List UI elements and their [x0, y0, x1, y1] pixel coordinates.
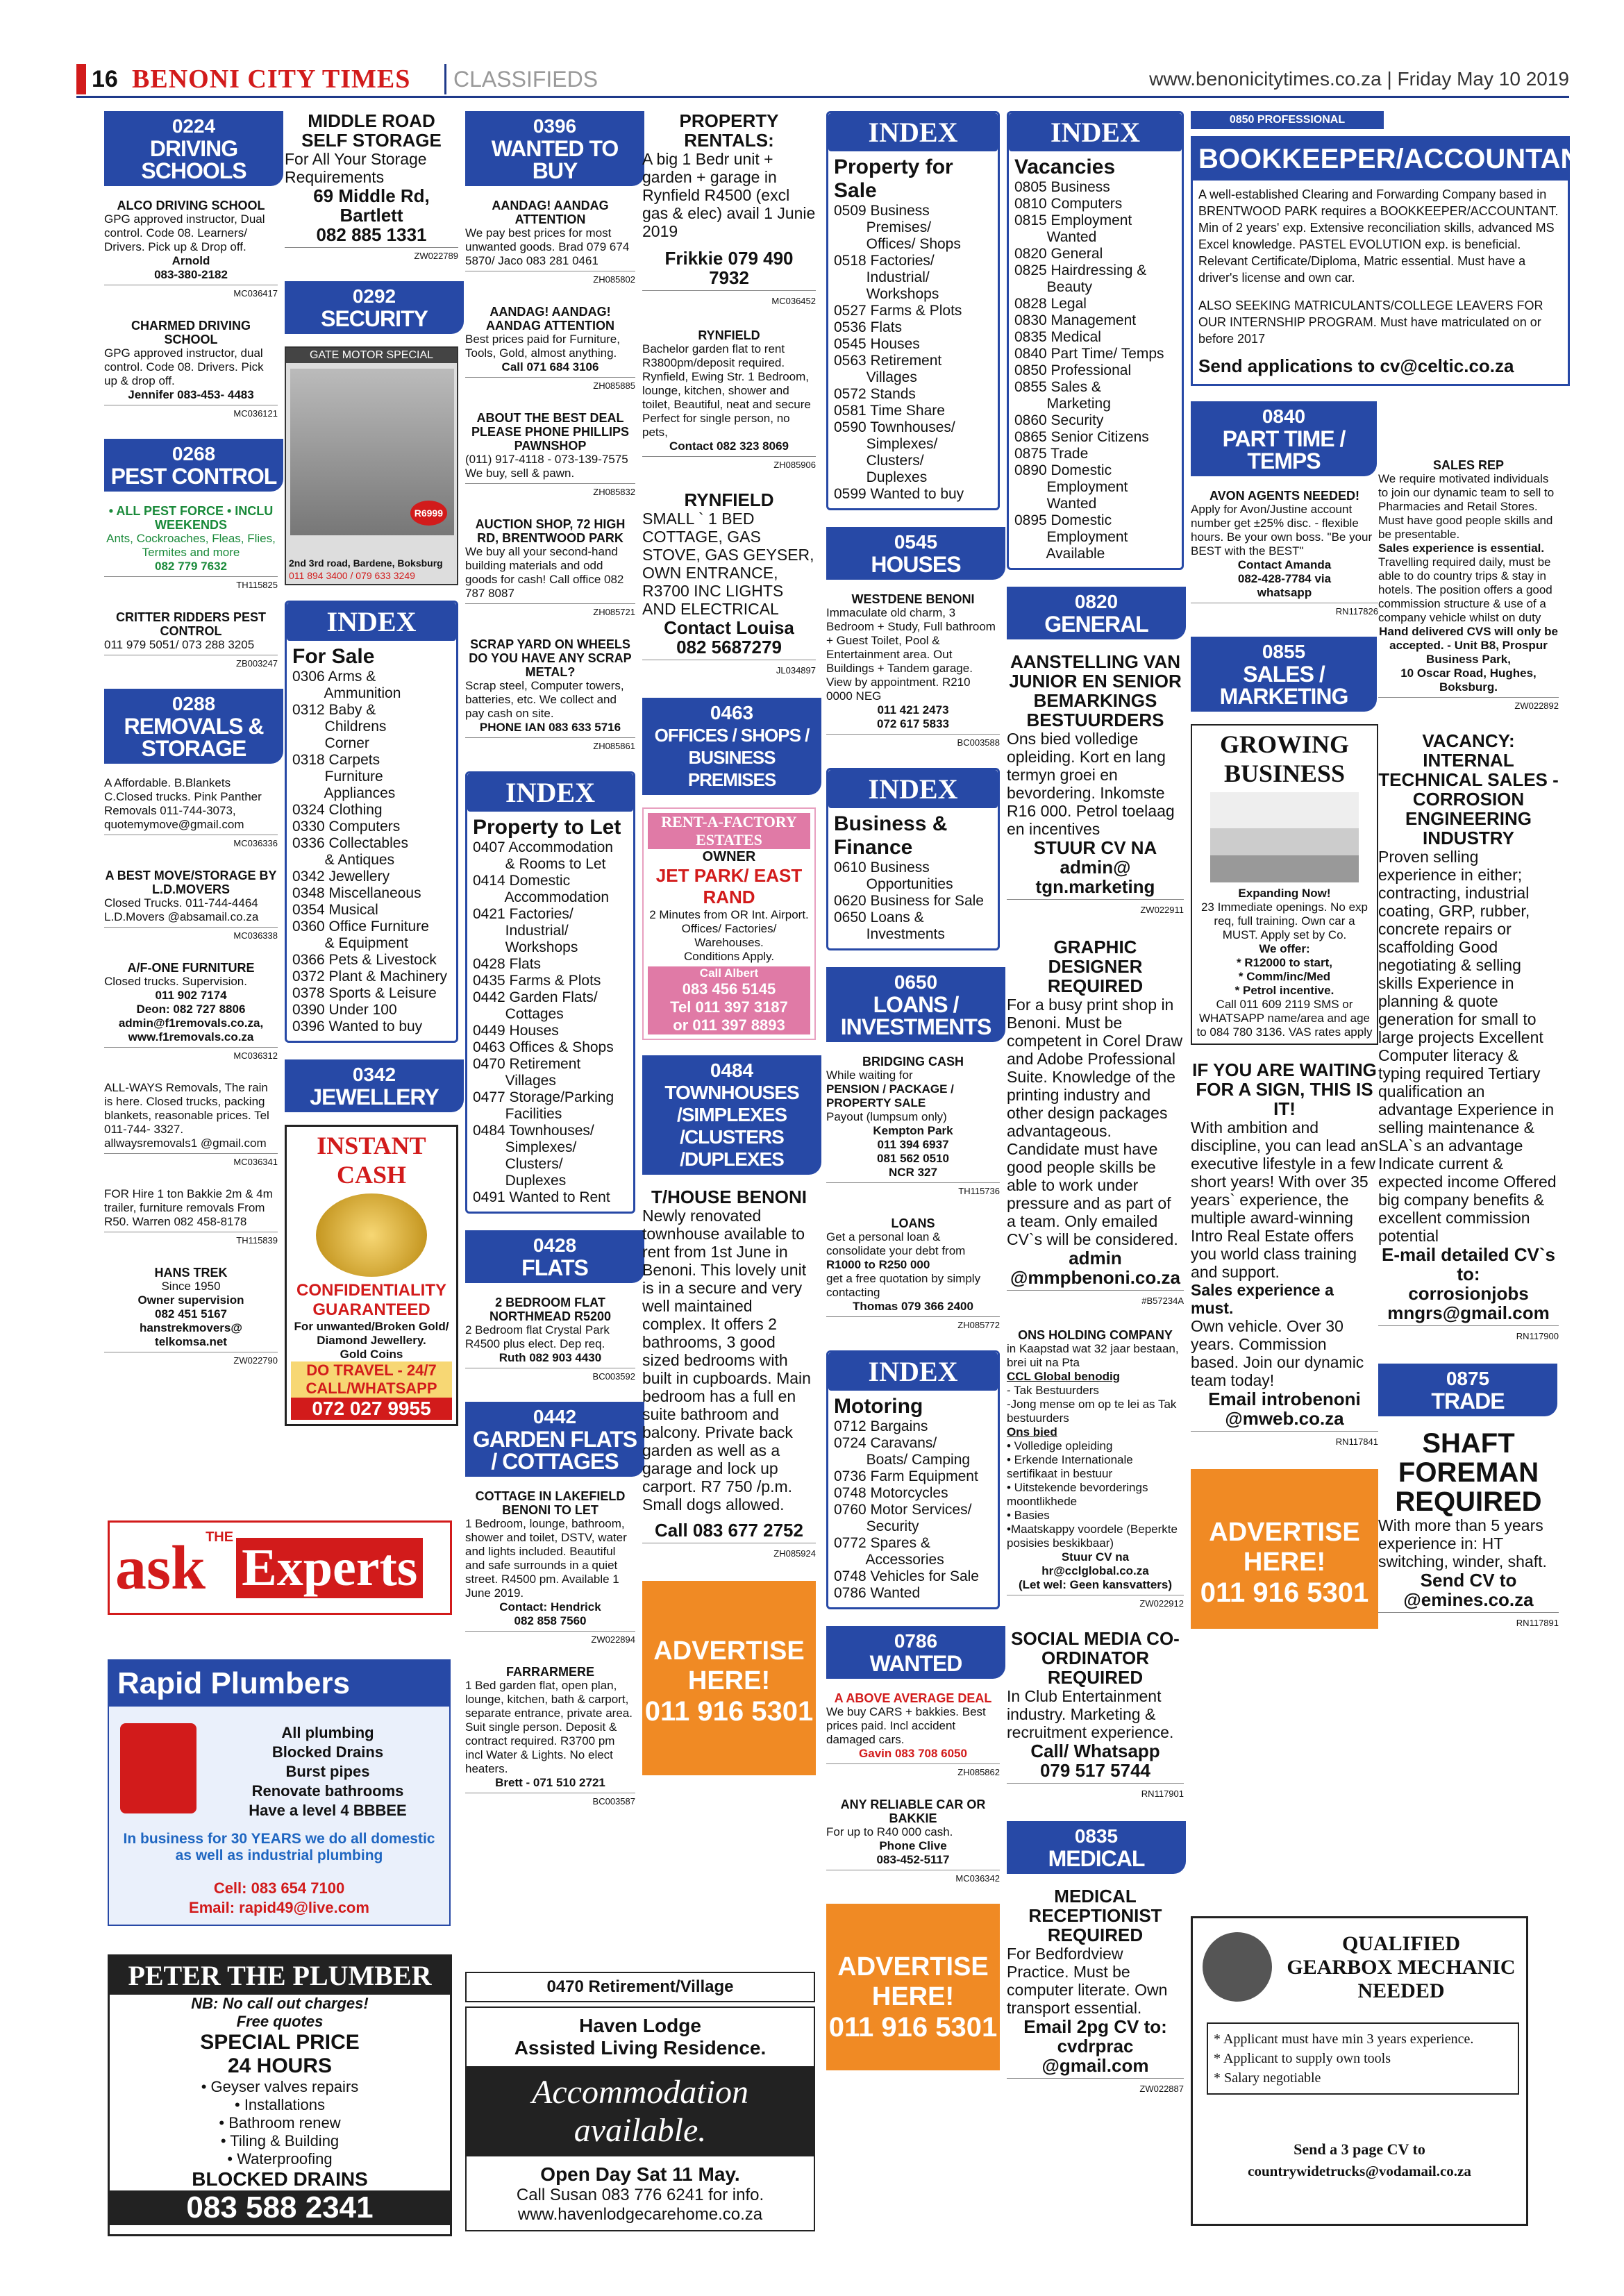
category-general: 0820 GENERAL [1007, 587, 1186, 639]
column-4 [642, 111, 816, 1791]
ad-avon: AVON AGENTS NEEDED! Apply for Avon/Justine account number get ±25% disc. - flexible hours. Be your own boss. "Be your BEST with the BEST" Contact Amanda 082-428-7784 via whatsapp RN117826 [1191, 489, 1378, 619]
ad-auction: AUCTION SHOP, 72 HIGH RD, BRENTWOOD PARK We buy all your second-hand building materials and odd goods for cash! Call office 082 787 8087 ZH085721 [465, 517, 635, 619]
index-item: Appliances [292, 785, 396, 801]
ad-critter: CRITTER RIDDERS PEST CONTROL 011 979 5051/ 073 288 3205 ZB003247 [104, 610, 278, 671]
index-property-to-let: INDEX Property to Let 0407 Accommodation & Rooms to Let 0414 Domestic Accommodation 0421 Factories/ Industrial/ Workshops 0428 Flats 0435 Farms & Plots 0442 Garden Flats/ Cottages 0449 Houses 0463 Offices & Shops 0470 Retirement Villages 0477 Storage/Parking Facilities 0484 Townhouses/ Simplexes/ Clusters/ Duplexes 0491 Wanted to Rent [465, 771, 635, 1214]
ad-scrap: SCRAP YARD ON WHEELS DO YOU HAVE ANY SCRAP METAL? Scrap steel, Computer towers, batteries, etc. We collect and pay cash on site. PHONE IAN 083 633 5716 ZH085861 [465, 637, 635, 753]
ad-gearbox-mechanic: QUALIFIED GEARBOX MECHANIC NEEDED * Applicant must have min 3 years experience. * Applicant to supply own tools * Salary negotiable Send a 3 page CV to countrywidetrucks@vodamail.co.za [1191, 1916, 1528, 2226]
index-item: Available [1014, 546, 1105, 562]
section-name: CLASSIFIEDS [444, 64, 598, 94]
category-houses: 0545 HOUSES [826, 527, 1005, 580]
ad-haven-lodge: Haven Lodge Assisted Living Residence. Accommodation available. Open Day Sat 11 May. Call Susan 083 776 6241 for info. www.havenlodgecarehome.co.za [465, 2006, 815, 2231]
index-item: Beauty [1014, 279, 1093, 295]
index-item: 0390 Under 100 [292, 1002, 397, 1018]
index-item: Furniture [292, 769, 383, 785]
index-item: Wanted [1014, 229, 1097, 245]
index-item: 0820 General [1014, 246, 1103, 262]
index-item: 0378 Sports & Leisure [292, 985, 437, 1001]
ad-instant-cash: INSTANT CASH CONFIDENTIALITY GUARANTEED For unwanted/Broken Gold/ Diamond Jewellery. Gold Coins DO TRAVEL - 24/7 CALL/WHATSAPP 072 027 9955 [285, 1125, 458, 1426]
column-2 [285, 111, 458, 1441]
ad-affordable: A Affordable. B.Blankets C.Closed trucks. Pink Panther Removals 011-744-3073, quotemymove@gmail.com MC036336 [104, 776, 278, 850]
index-item: Offices/ Shops [834, 236, 961, 252]
rings-image [316, 1193, 427, 1277]
index-item: 0518 Factories/ [834, 253, 935, 269]
category-driving-schools: 0224 DRIVING SCHOOLS [104, 111, 283, 186]
ad-hans-trek: HANS TREK Since 1950 Owner supervision 082 451 5167 hanstrekmovers@ telkomsa.net ZW022790 [104, 1266, 278, 1368]
ad-reliable-car: ANY RELIABLE CAR OR BAKKIE For up to R40 000 cash. Phone Clive 083-452-5117 MC036342 [826, 1798, 1000, 1886]
index-item: 0312 Baby & [292, 702, 376, 718]
index-item: 0748 Motorcycles [834, 1485, 948, 1501]
category-townhouses: 0484 TOWNHOUSES /SIMPLEXES /CLUSTERS /DUPLEXES [642, 1055, 821, 1175]
index-item: 0396 Wanted to buy [292, 1019, 423, 1034]
ad-medical-receptionist: MEDICAL RECEPTIONIST REQUIRED For Bedfordview Practice. Must be computer literate. Own transport essential. Email 2pg CV to: cvdrprac @gmail.com ZW022887 [1007, 1886, 1184, 2098]
index-item: 0536 Flats [834, 319, 903, 335]
index-item: 0835 Medical [1014, 329, 1101, 345]
page-header [76, 64, 1569, 98]
index-item: 0428 Flats [473, 956, 542, 972]
index-item: 0477 Storage/Parking [473, 1089, 614, 1105]
wrench-icon [120, 1723, 196, 1813]
index-item: Accessories [834, 1552, 944, 1568]
index-item: 0414 Domestic [473, 873, 571, 889]
index-item: Simplexes/ [834, 436, 938, 452]
category-loans: 0650 LOANS / INVESTMENTS [826, 967, 1005, 1042]
ad-cottage: COTTAGE IN LAKEFIELD BENONI TO LET 1 Bedroom, lounge, bathroom, shower and toilet, DSTV, water and lights included. Beautiful and safe surrounds in a quiet street. R4500 pm. Available 1 June 2019. Contact: Hendrick 082 858 7560 ZW022894 [465, 1489, 635, 1647]
index-item: & Antiques [292, 852, 395, 868]
category-garden-flats: 0442 GARDEN FLATS / COTTAGES [465, 1402, 644, 1477]
index-list [1014, 179, 1176, 562]
ad-flat: 2 BEDROOM FLAT NORTHMEAD R5200 2 Bedroom flat Crystal Park R4500 plus elect. Dep req. Ruth 082 903 4430 BC003592 [465, 1296, 635, 1384]
index-item: 0563 Retirement [834, 353, 942, 369]
index-item: Facilities [473, 1106, 562, 1122]
ad-charmed: CHARMED DRIVING SCHOOL GPG approved instructor, dual control. Code 08. Drivers. Pick up & drop off. Jennifer 083-453- 4483 MC036121 [104, 319, 278, 421]
index-item: 0470 Retirement [473, 1056, 581, 1072]
category-security: 0292 SECURITY [285, 281, 464, 334]
index-item: 0366 Pets & Livestock [292, 952, 437, 968]
category-trade: 0875 TRADE [1378, 1364, 1557, 1416]
index-item: 0610 Business [834, 860, 930, 875]
index-item: Employment [1014, 479, 1128, 495]
ad-growing-business: GROWING BUSINESS Expanding Now! 23 Immediate openings. No exp req, full training. Own car a MUST. Apply set by Co. We offer: * R12000 to start, * Comm/inc/Med * Petrol incentive. Call 011 609 2119 SMS or WHATSAPP name/area and age to 084 780 3136. VAS rates apply [1191, 724, 1378, 1045]
index-item: Duplexes [473, 1173, 567, 1189]
index-item: 0330 Computers [292, 819, 401, 835]
index-property-for-sale: INDEX Property for Sale 0509 Business Premises/ Offices/ Shops 0518 Factories/ Industrial/ Workshops 0527 Farms & Plots 0536 Flats 0545 Houses 0563 Retirement Villages 0572 Stands 0581 Time Share 0590 Townhouses/ Simplexes/ Clusters/ Duplexes 0599 Wanted to buy [826, 111, 1000, 510]
ad-aandag-1: AANDAG! AANDAG ATTENTION We pay best prices for most unwanted goods. Brad 079 674 5870/ Jaco 083 281 0461 ZH085802 [465, 199, 635, 287]
index-item: 0336 Collectables [292, 835, 408, 851]
ad-above-average: A ABOVE AVERAGE DEAL We buy CARS + bakkies. Best prices paid. Incl accident damaged cars. Gavin 083 708 6050 ZH085862 [826, 1691, 1000, 1779]
index-item: 0318 Carpets [292, 752, 380, 768]
category-removals: 0288 REMOVALS & STORAGE [104, 689, 283, 764]
index-item: 0527 Farms & Plots [834, 303, 962, 319]
index-item: 0435 Farms & Plots [473, 973, 601, 989]
index-list [292, 669, 451, 1035]
ad-rynfield-1: RYNFIELD Bachelor garden flat to rent R3800pm/deposit required. Rynfield, Ewing Str. 1 Bedroom, lounge, kitchen, shower and toilet, Beautiful, neat and secure Perfect for single person, no pets, Contact 082 323 8069 ZH085906 [642, 328, 816, 472]
category-sales-marketing: 0855 SALES / MARKETING [1191, 637, 1377, 712]
price-badge: R6999 [410, 501, 447, 526]
retirement-heading: 0470 Retirement/Village [465, 1972, 815, 2002]
index-item: Premises/ [834, 219, 932, 235]
ad-best-move: A BEST MOVE/STORAGE BY L.D.MOVERS Closed Trucks. 011-744-4464 L.D.Movers @absamail.co.za MC036338 [104, 869, 278, 943]
index-item: Childrens [292, 719, 387, 735]
index-item: 0442 Garden Flats/ [473, 989, 598, 1005]
ad-aanstelling: AANSTELLING VAN JUNIOR EN SENIOR BEMARKINGS BESTUURDERS Ons bied volledige opleiding. Kort en lang termyn groei en bevordering. Inkomste R16 000. Petrol toelaag en incentives STUUR CV NA admin@ tgn.marketing ZW022911 [1007, 652, 1184, 919]
ad-peter-the-plumber: PETER THE PLUMBER NB: No call out charges! Free quotes SPECIAL PRICE 24 HOURS • Geyser valves repairs • Installations • Bathroom renew • Tiling & Building • Waterproofing BLOCKED DRAINS 083 588 2341 [108, 1954, 452, 2236]
page-number: 16 [76, 64, 135, 94]
index-item: Clusters/ [473, 1156, 563, 1172]
index-item: 0724 Caravans/ [834, 1435, 937, 1451]
ad-pest-force: • ALL PEST FORCE • INCLU WEEKENDS Ants, Cockroaches, Fleas, Flies, Termites and more 082 779 7632 TH115825 [104, 504, 278, 592]
index-motoring: INDEX Motoring 0712 Bargains 0724 Caravans/ Boats/ Camping 0736 Farm Equipment 0748 Motorcycles 0760 Motor Services/ Security 0772 Spares & Accessories 0748 Vehicles for Sale 0786 Wanted [826, 1350, 1000, 1609]
index-item: 0342 Jewellery [292, 869, 390, 885]
index-item: Employment [1014, 529, 1128, 545]
ad-rent-a-factory: RENT-A-FACTORY ESTATES OWNER JET PARK/ EAST RAND 2 Minutes from OR Int. Airport. Offices/ Factories/ Warehouses. Conditions Apply. Call Albert 083 456 5145 Tel 011 397 3187 or 011 397 8893 [642, 807, 816, 1040]
index-item: 0855 Sales & [1014, 379, 1101, 395]
index-item: 0805 Business [1014, 179, 1110, 195]
column-1 [104, 111, 278, 1386]
index-item: 0491 Wanted to Rent [473, 1189, 610, 1205]
ad-vacancy-technical-sales: VACANCY: INTERNAL TECHNICAL SALES - CORROSION ENGINEERING INDUSTRY Proven selling experience in either; contracting, industrial coating, GRP, rubber, concrete repairs or scaffolding Good negotiating & selling skills Experience in planning & quote generation for small to large projects Excellent Computer literacy & typing required Tertiary qualification an advantage Experience in selling maintenance & SLA`s an advantage Indicate current & expected income Offered big company benefits & excellent commission potential E-mail detailed CV`s to: corrosionjobs mngrs@gmail.com RN117900 [1378, 731, 1559, 1346]
index-item: Workshops [834, 286, 939, 302]
index-item: 0354 Musical [292, 902, 378, 918]
index-item: Industrial/ [834, 269, 930, 285]
index-item: 0895 Domestic [1014, 512, 1112, 528]
ad-graphic-designer: GRAPHIC DESIGNER REQUIRED For a busy print shop in Benoni. Must be competent in Corel Draw and Adobe Professional Suite. Knowledge of the printing industry and other design packages advantageous. Candidate must have good people skills be able to work under pressure and as part of a team. Only emailed CV`s will be considered. admin @mmpbenoni.co.za #B57234A [1007, 937, 1184, 1310]
index-item: 0748 Vehicles for Sale [834, 1568, 979, 1584]
ad-rapid-plumbers: Rapid Plumbers All plumbing Blocked Drains Burst pipes Renovate bathrooms Have a level 4 BBBEE In business for 30 YEARS we do all domestic as well as industrial plumbing Cell: 083 654 7100 Email: rapid49@live.com [108, 1659, 451, 1926]
index-list [834, 1418, 992, 1602]
index-item: Wanted [1014, 496, 1097, 512]
index-item: Simplexes/ [473, 1139, 577, 1155]
ad-townhouse: T/HOUSE BENONI Newly renovated townhouse available to rent from 1st June in Benoni. This lovely unit is in a secure and very well maintained complex. It offers 2 bathrooms, 3 good sized bedrooms with built in cupboards. Main bedroom has a full en suite bathroom and balcony. Private back garden as well as a garage and lock up carport. R7 750 /p.m. Small dogs allowed. Call 083 677 2752 ZH085924 [642, 1187, 816, 1563]
index-item: 0786 Wanted [834, 1585, 921, 1601]
index-vacancies: INDEX Vacancies 0805 Business 0810 Computers 0815 Employment Wanted 0820 General 0825 Hairdressing & Beauty 0828 Legal 0830 Management 0835 Medical 0840 Part Time/ Temps 0850 Professional 0855 Sales & Marketing 0860 Security 0865 Senior Citizens 0875 Trade 0890 Domestic Employment Wanted 0895 Domestic Employment Available [1007, 111, 1184, 570]
professional-banner: 0850 PROFESSIONAL [1191, 111, 1384, 129]
index-item: 0840 Part Time/ Temps [1014, 346, 1164, 362]
index-list [834, 860, 992, 943]
index-item: Opportunities [834, 876, 953, 892]
index-item: 0545 Houses [834, 336, 920, 352]
ad-loans: LOANS Get a personal loan & consolidate your debt from R1000 to R250 000 get a free quotation by simply contacting Thomas 079 366 2400 ZH085772 [826, 1216, 1000, 1332]
index-business-finance: INDEX Business & Finance 0610 Business Opportunities 0620 Business for Sale 0650 Loans & Investments [826, 768, 1000, 950]
index-item: 0810 Computers [1014, 196, 1123, 212]
ad-advertise-here: ADVERTISE HERE! 011 916 5301 [642, 1581, 816, 1775]
index-item: Villages [834, 369, 917, 385]
index-item: Corner [292, 735, 369, 751]
index-item: 0581 Time Share [834, 403, 945, 419]
ad-westdene: WESTDENE BENONI Immaculate old charm, 3 Bedroom + Study, Full bathroom + Guest Toilet, Pool & Entertainment area. Out Buildings + Tandem garage. View by appointment. R210 0000 NEG 011 421 2473 072 617 5833 BC003588 [826, 592, 1000, 750]
index-item: 0360 Office Furniture [292, 919, 429, 935]
column-6 [1007, 111, 1184, 2116]
column-5 [826, 111, 1000, 2070]
column-8 [1378, 444, 1559, 1650]
ad-bridging-cash: BRIDGING CASH While waiting for PENSION / PACKAGE / PROPERTY SALE Payout (lumpsum only) Kempton Park 011 394 6937 081 562 0510 NCR 327 TH115736 [826, 1055, 1000, 1198]
index-item: Boats/ Camping [834, 1452, 971, 1468]
ad-property-rentals: PROPERTY RENTALS: A big 1 Bedr unit + garden + garage in Rynfield R4500 (excl gas & elec) avail 1 Junie 2019 Frikkie 079 490 7932 MC036452 [642, 111, 816, 310]
index-item: Villages [473, 1073, 556, 1089]
index-item: 0572 Stands [834, 386, 916, 402]
category-part-time: 0840 PART TIME / TEMPS [1191, 401, 1377, 476]
index-item: 0850 Professional [1014, 362, 1132, 378]
index-item: Marketing [1014, 396, 1111, 412]
index-item: 0407 Accommodation [473, 839, 613, 855]
index-item: 0712 Bargains [834, 1418, 928, 1434]
ad-ons-holding: ONS HOLDING COMPANY in Kaapstad wat 32 jaar bestaan, brei uit na Pta CCL Global benodig - Tak Bestuurders -Jong mense om op te lei as Tak bestuurders Ons bied • Volledige opleiding • Erkende Internationale sertifikaat in bestuur • Uitstekende bevorderings moontlikhede • Basies •Maatskappy voordele (Beperkte posisies beskikbaar) Stuur CV na hr@cclglobal.co.za (Let wel: Geen kansvatters) ZW022912 [1007, 1328, 1184, 1611]
index-item: 0599 Wanted to buy [834, 486, 964, 502]
ad-aandag-2: AANDAG! AANDAG! AANDAG ATTENTION Best prices paid for Furniture, Tools, Gold, almost anything. Call 071 684 3106 ZH085885 [465, 305, 635, 393]
index-item: & Equipment [292, 935, 408, 951]
growth-image [1210, 792, 1359, 882]
category-wanted-to-buy: 0396 WANTED TO BUY [465, 111, 644, 186]
index-item: 0760 Motor Services/ [834, 1502, 972, 1518]
index-item: Clusters/ [834, 453, 924, 469]
ad-af-one: A/F-ONE FURNITURE Closed trucks. Supervision. 011 902 7174 Deon: 082 727 8806 admin@f1removals.co.za, www.f1removals.co.za MC036312 [104, 961, 278, 1063]
index-item: Workshops [473, 939, 578, 955]
ad-farrarmere: FARRARMERE 1 Bed garden flat, open plan, lounge, kitchen, bath & carport, separate entrance, private area. Suit single person. Deposit & contract required. R3700 pm incl Water & Lights. No elect heaters. Brett - 071 510 2721 BC003587 [465, 1665, 635, 1809]
category-wanted: 0786 WANTED [826, 1626, 1005, 1679]
index-item: 0772 Spares & [834, 1535, 930, 1551]
index-item: 0324 Clothing [292, 802, 383, 818]
ad-gate-motor: GATE MOTOR SPECIAL R6999 2nd 3rd road, Bardene, Boksburg 011 894 3400 / 079 633 3249 [285, 346, 458, 585]
publication-name: BENONI CITY TIMES [132, 65, 411, 94]
index-item: 0736 Farm Equipment [834, 1468, 978, 1484]
category-flats: 0428 FLATS [465, 1230, 644, 1283]
ad-sales-rep: SALES REP We require motivated individuals to join our dynamic team to sell to Pharmacies and Retail Stores. Must have good people skills and be presentable. Sales experience is essential. Travelling required daily, must be able to do country trips & stay in hotels. The position offers a good commission structure & use of a company vehicle whilst on duty Hand delivered CVS will only be accepted. - Unit B8, Prospur Business Park, 10 Oscar Road, Hughes, Boksburg. ZW022892 [1378, 458, 1559, 713]
index-item: Duplexes [834, 469, 928, 485]
index-list [834, 203, 992, 503]
ad-alco: ALCO DRIVING SCHOOL GPG approved instructor, Dual control. Code 08. Learners/ Drivers. Pick up & Drop off. Arnold 083-380-2182 MC036417 [104, 199, 278, 301]
index-item: 0306 Arms & [292, 669, 376, 685]
index-item: 0421 Factories/ [473, 906, 574, 922]
ad-hire: FOR Hire 1 ton Bakkie 2m & 4m trailer, furniture removals From R50. Warren 082 458-8178 TH115839 [104, 1187, 278, 1248]
ad-social-media: SOCIAL MEDIA CO-ORDINATOR REQUIRED In Club Entertainment industry. Marketing & recruitment experience. Call/ Whatsapp 079 517 5744 RN117901 [1007, 1629, 1184, 1803]
ad-allways: ALL-WAYS Removals, The rain is here. Closed trucks, packing blankets, reasonable prices. Tel 011-744- 3327. allwaysremovals1 @gmail.com MC036341 [104, 1081, 278, 1169]
index-item: 0875 Trade [1014, 446, 1089, 462]
column-3 [465, 111, 635, 1827]
index-item: Ammunition [292, 685, 401, 701]
index-item: 0590 Townhouses/ [834, 419, 955, 435]
ad-advertise-here-2: ADVERTISE HERE! 011 916 5301 [826, 1904, 1000, 2070]
category-jewellery: 0342 JEWELLERY [285, 1059, 464, 1112]
index-item: 0650 Loans & [834, 910, 924, 925]
index-item: 0348 Miscellaneous [292, 885, 421, 901]
index-item: 0463 Offices & Shops [473, 1039, 614, 1055]
ad-shaft-foreman: SHAFT FOREMAN REQUIRED With more than 5 years experience in: HT switching, winder, shaft. Send CV to @emines.co.za RN117891 [1378, 1429, 1559, 1632]
index-item: 0620 Business for Sale [834, 893, 984, 909]
category-medical: 0835 MEDICAL [1007, 1821, 1186, 1874]
index-for-sale: INDEX For Sale 0306 Arms & Ammunition 0312 Baby & Childrens Corner 0318 Carpets Furniture Appliances 0324 Clothing 0330 Computers 0336 Collectables & Antiques 0342 Jewellery 0348 Miscellaneous 0354 Musical 0360 Office Furniture & Equipment 0366 Pets & Livestock 0372 Plant & Machinery 0378 Sports & Leisure 0390 Under 100 0396 Wanted to buy [285, 601, 458, 1043]
index-item: Cottages [473, 1006, 564, 1022]
index-item: Industrial/ [473, 923, 569, 939]
gear-icon [1203, 1932, 1272, 2002]
index-item: 0830 Management [1014, 312, 1137, 328]
index-item: Security [834, 1518, 919, 1534]
index-item: Accommodation [473, 889, 610, 905]
ad-middle-road: MIDDLE ROAD SELF STORAGE For All Your Storage Requirements 69 Middle Rd, Bartlett 082 885 1331 ZW022789 [285, 111, 458, 263]
index-item: 0484 Townhouses/ [473, 1123, 594, 1139]
ad-advertise-here-3: ADVERTISE HERE! 011 916 5301 [1191, 1469, 1378, 1629]
index-item: 0815 Employment [1014, 212, 1132, 228]
header-date: www.benonicitytimes.co.za | Friday May 10 2019 [1149, 68, 1569, 90]
category-pest-control: 0268 PEST CONTROL [104, 439, 283, 492]
ad-waiting-for-sign: IF YOU ARE WAITING FOR A SIGN, THIS IS IT! With ambition and discipline, you can lead an executive lifestyle in a few short years! With over 35 years` experience, the multiple award-winning Intro Real Estate offers you world class training and support. Sales experience a must. Own vehicle. Over 30 years. Commission based. Join our dynamic team today! Email introbenoni @mweb.co.za RN117841 [1191, 1060, 1378, 1451]
ad-bookkeeper: BOOKKEEPER/ACCOUNTANT A well-established Clearing and Forwarding Company based in BRENTWOOD PARK requires a BOOKKEEPER/ACCOUNTANT. Min of 2 years' exp. Extensive reconciliation skills, advanced MS Excel knowledge. PASTEL EVOLUTION exp. is beneficial. Relevant Certificate/Diploma, Matric essential. Must have a driver's license and own car. ALSO SEEKING MATRICULANTS/COLLEGE LEAVERS FOR OUR INTERNSHIP PROGRAM. Must have matriculated on or before 2017 Send applications to cv@celtic.co.za [1191, 136, 1570, 386]
index-item: 0825 Hairdressing & [1014, 262, 1147, 278]
index-item: 0860 Security [1014, 412, 1104, 428]
index-item: 0449 Houses [473, 1023, 559, 1039]
index-item: 0372 Plant & Machinery [292, 969, 447, 984]
index-item: Investments [834, 926, 945, 942]
index-list [473, 839, 628, 1206]
ad-rynfield-2: RYNFIELD SMALL ` 1 BED COTTAGE, GAS STOVE, GAS GEYSER, OWN ENTRANCE, R3700 INC LIGHTS AND ELECTRICAL Contact Louisa 082 5687279 JL034897 [642, 490, 816, 680]
index-item: 0865 Senior Citizens [1014, 429, 1149, 445]
ad-pawnshop: ABOUT THE BEST DEAL PLEASE PHONE PHILLIPS PAWNSHOP (011) 917-4118 - 073-139-7575 We buy, sell & pawn. ZH085832 [465, 411, 635, 499]
index-item: 0509 Business [834, 203, 930, 219]
ad-ask-the-experts: ask THE Experts [108, 1520, 452, 1615]
index-item: 0890 Domestic [1014, 462, 1112, 478]
index-item: & Rooms to Let [473, 856, 606, 872]
category-offices-shops: 0463 OFFICES / SHOPS / BUSINESS PREMISES [642, 698, 821, 795]
index-item: 0828 Legal [1014, 296, 1087, 312]
